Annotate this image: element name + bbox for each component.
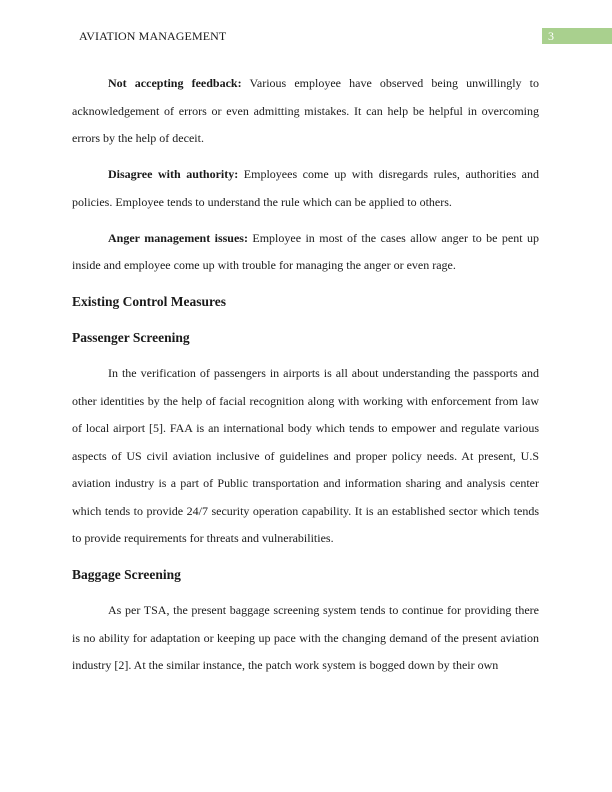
- running-head: AVIATION MANAGEMENT: [79, 29, 227, 43]
- term-disagree-with-authority: Disagree with authority:: [108, 167, 239, 181]
- paragraph-baggage-screening: As per TSA, the present baggage screening system tends to continue for providing there is no ability for adaptation or keeping up pace with the changing demand of the present aviation industry [2]. At the similar instance, the patch work system is bogged down by their own: [72, 603, 539, 672]
- page-header: [79, 28, 612, 44]
- text-anger-management: Employee in most of the cases allow anger to be pent up inside and employee come up with trouble for managing the anger or even rage.: [72, 230, 539, 272]
- heading-passenger-screening: Passenger Screening: [72, 330, 190, 345]
- text-not-accepting-feedback: Various employee have observed being unwillingly to acknowledgement of errors or even admitting mistakes. It can help be helpful in overcoming errors by the help of deceit.: [72, 76, 539, 145]
- paragraph-not-accepting-feedback: [72, 70, 539, 153]
- text-disagree-with-authority: Employees come up with disregards rules, authorities and policies. Employee tends to understand the rule which can be applied to others.: [72, 167, 539, 209]
- heading-baggage-screening: Baggage Screening: [72, 567, 181, 582]
- term-anger-management: Anger management issues:: [108, 230, 248, 245]
- document-body: [72, 70, 539, 688]
- paragraph-anger-management: [72, 225, 539, 280]
- heading-existing-control-measures: Existing Control Measures: [72, 294, 227, 309]
- page-number-badge: 3: [542, 28, 612, 44]
- paragraph-disagree-with-authority: [72, 161, 539, 216]
- paragraph-passenger-screening: In the verification of passengers in airports is all about understanding the passports and other identities by the help of facial recognition along with working with enforcement from law of local airport [5]. FAA is an international body which tends to empower and regulate various aspects of US civil aviation inclusive of guidelines and proper policy needs. At present, U.S aviation industry is a part of Public transportation and information sharing and analysis center which tends to provide 24/7 security operation capability. It is an established sector which tends to provide requirements for threats and vulnerabilities.: [72, 366, 539, 545]
- term-not-accepting-feedback: Not accepting feedback:: [108, 76, 242, 90]
